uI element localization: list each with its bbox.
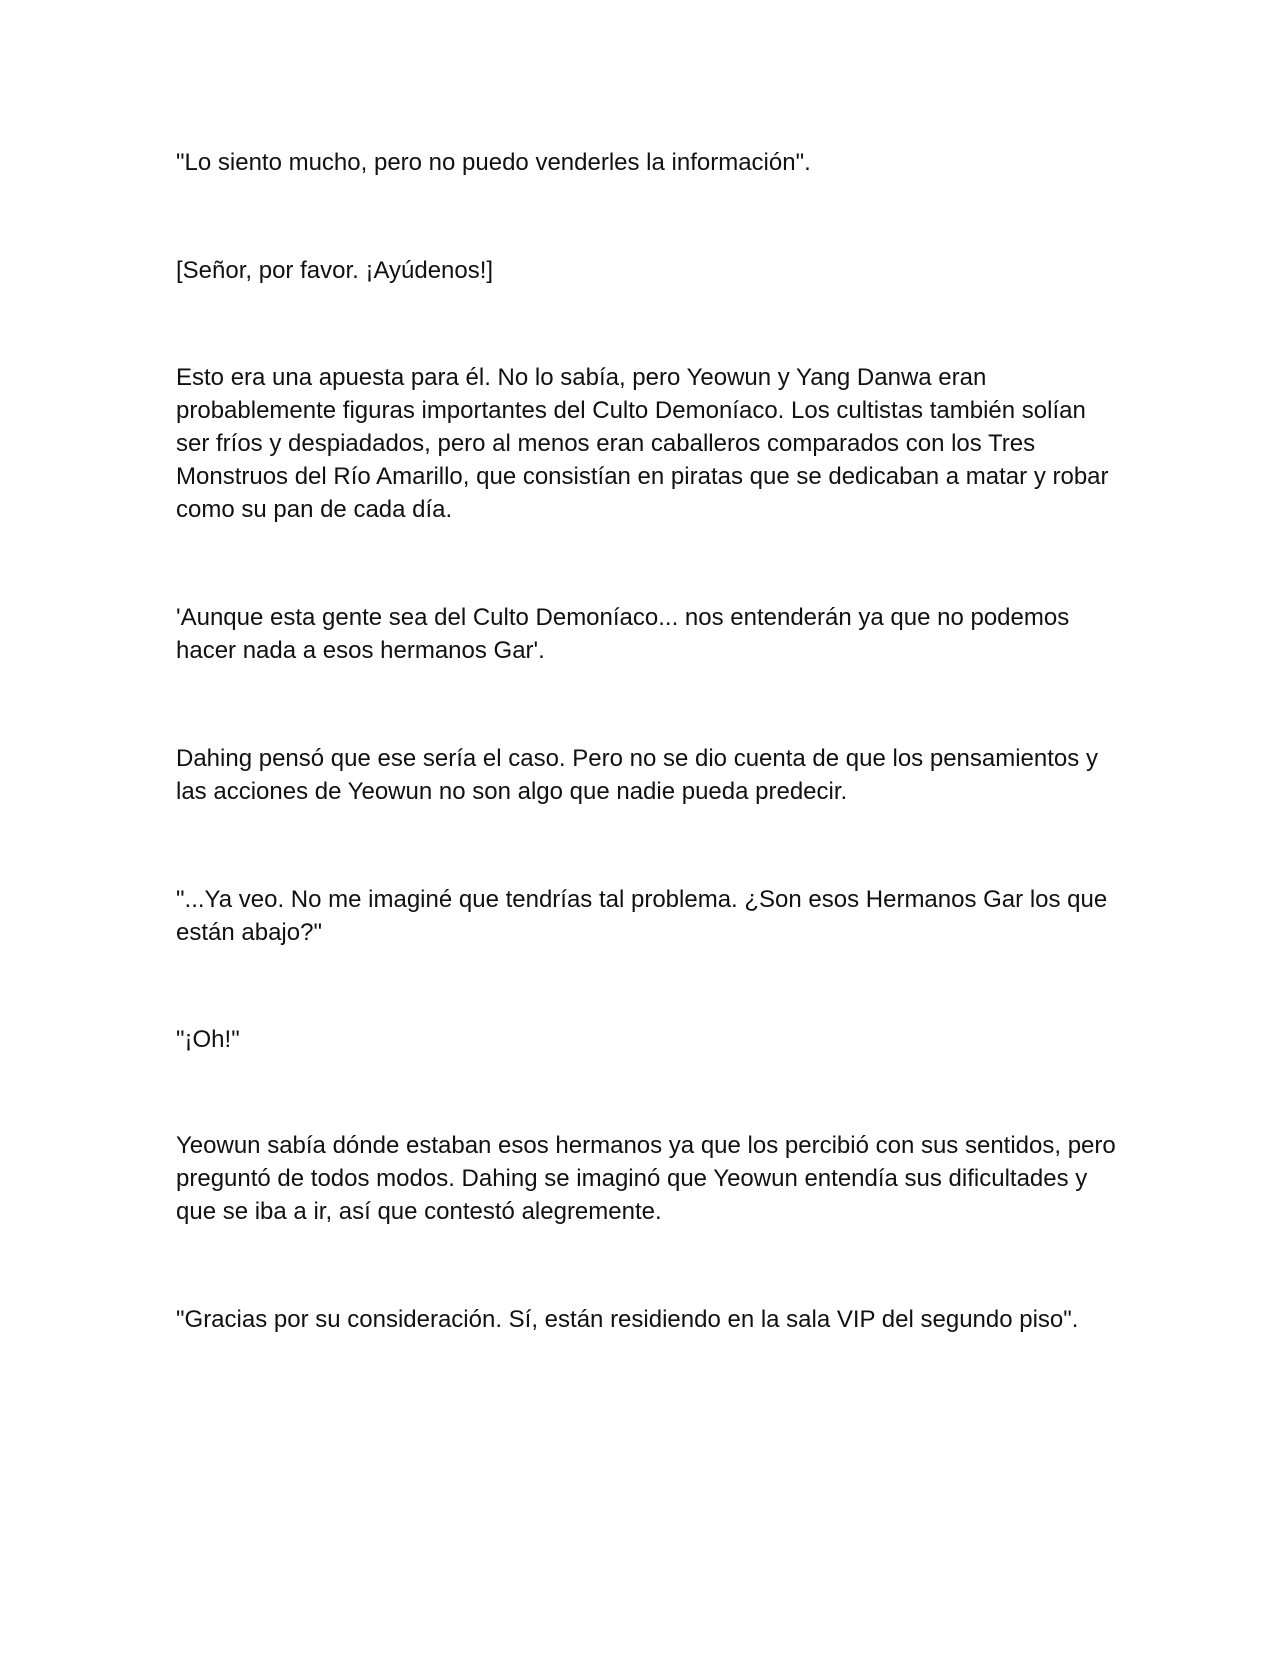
- paragraph-apology: "Lo siento mucho, pero no puedo venderles la información".: [176, 149, 811, 176]
- paragraph-dahing-thought: Dahing pensó que ese sería el caso. Pero no se dio cuenta de que los pensamientos y las acciones de Yeowun no son algo que nadie pueda predecir.: [176, 745, 1098, 805]
- paragraph-plea: [Señor, por favor. ¡Ayúdenos!]: [176, 257, 494, 284]
- paragraph-yeowun-question: "...Ya veo. No me imaginé que tendrías tal problema. ¿Son esos Hermanos Gar los que están abajo?": [176, 886, 1108, 946]
- paragraph-exclamation: "¡Oh!": [176, 1026, 240, 1053]
- paragraph-gamble: Esto era una apuesta para él. No lo sabía, pero Yeowun y Yang Danwa eran probablemente figuras importantes del Culto Demoníaco. Los cultistas también solían ser fríos y despiadados, pero al menos eran caballeros comparados con los Tres Monstruos del Río Amarillo, que consistían en piratas que se dedicaban a matar y robar como su pan de cada día.: [176, 364, 1109, 523]
- paragraph-thought: 'Aunque esta gente sea del Culto Demoníaco... nos entenderán ya que no podemos hacer nada a esos hermanos Gar'.: [176, 604, 1070, 664]
- paragraph-reply: "Gracias por su consideración. Sí, están residiendo en la sala VIP del segundo piso".: [176, 1306, 1079, 1333]
- paragraph-narration: Yeowun sabía dónde estaban esos hermanos ya que los percibió con sus sentidos, pero preguntó de todos modos. Dahing se imaginó que Yeowun entendía sus dificultades y que se iba a ir, así que contestó alegremente.: [176, 1132, 1116, 1225]
